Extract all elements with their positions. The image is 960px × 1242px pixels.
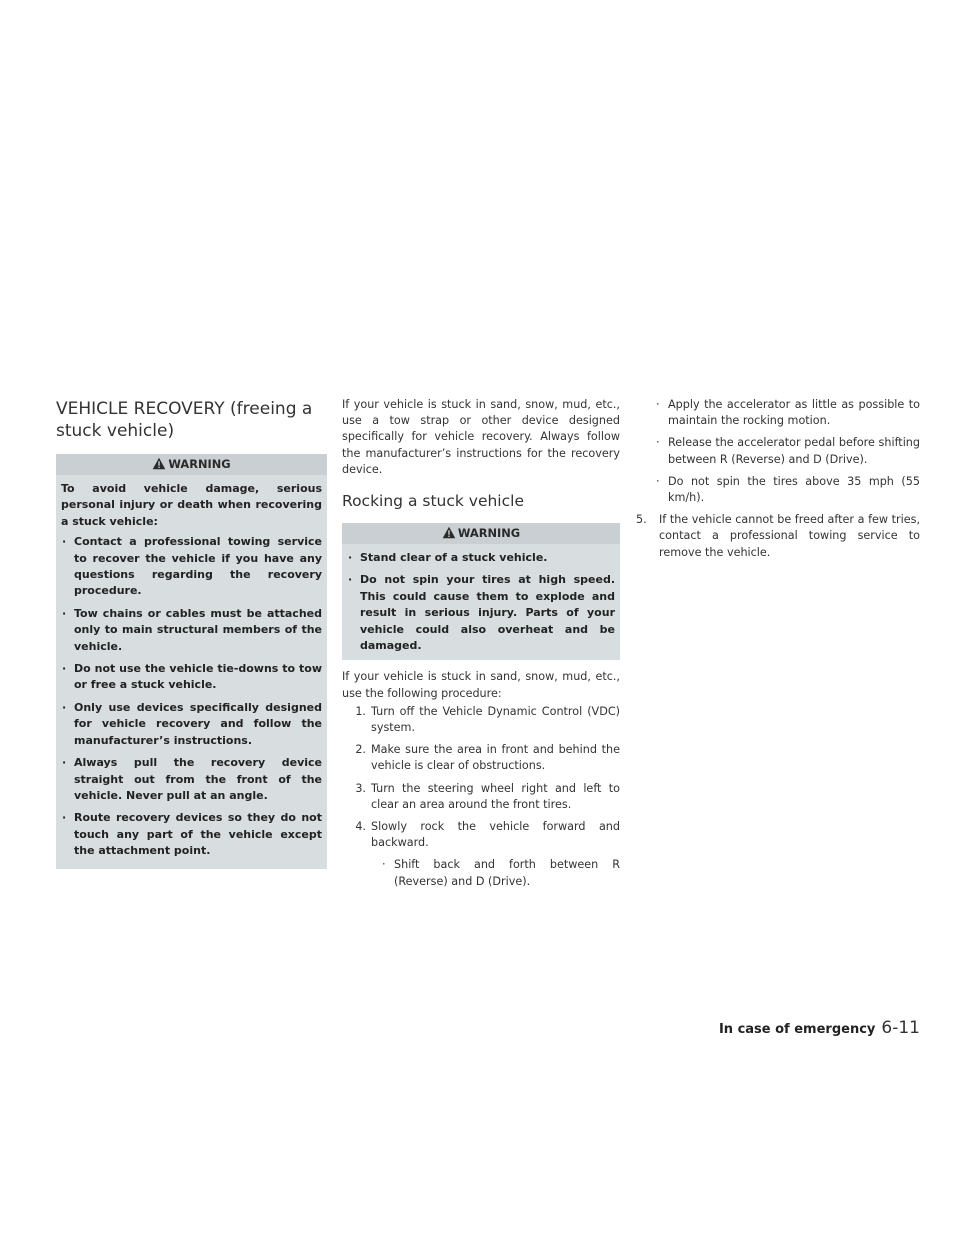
warning-item-text: Do not spin your tires at high speed. This could cause them to explode and result in serious injury. Parts of your vehicle could also overheat and be damaged. [360,573,615,653]
step-text: Make sure the area in front and behind the vehicle is clear of obstructions. [371,743,620,773]
page-number: 6-11 [881,1018,920,1038]
step-number: 2. [355,743,366,757]
page-footer [719,1018,920,1038]
bullet: · [382,858,386,872]
step-item [342,742,620,774]
substep-item [656,474,920,506]
rocking-title: Rocking a stuck vehicle [342,492,524,511]
step-text: If the vehicle cannot be freed after a few tries, contact a professional towing service to remove the vehicle. [659,513,920,559]
bullet: · [62,606,67,620]
step-number: 3. [355,781,366,795]
warning-item-text: Do not use the vehicle tie-downs to tow or free a stuck vehicle. [74,662,322,692]
warning-item [61,700,322,749]
substep-text: Apply the accelerator as little as possible to maintain the rocking motion. [668,398,920,428]
substep-item [382,857,620,889]
step-text: Slowly rock the vehicle forward and backward. [371,820,620,850]
warning-label: WARNING [457,526,521,541]
bullet: · [348,573,353,587]
bullet: · [62,535,67,549]
warning-header [342,523,620,544]
warning-item [61,810,322,859]
step-number: 5. [636,513,647,527]
step-item [342,819,620,851]
bullet: · [62,662,67,676]
step-item [342,781,620,813]
middle-column [342,397,620,896]
substep-text: Do not spin the tires above 35 mph (55 km/h). [668,474,920,505]
bullet: · [656,436,660,450]
bullet: · [348,551,353,565]
substep-text: Release the accelerator pedal before shifting between R (Reverse) and D (Drive). [668,436,920,466]
rocking-paragraph: If your vehicle is stuck in sand, snow, mud, etc., use the following procedure: [342,670,620,700]
procedure-steps [342,704,620,890]
right-column [636,397,920,567]
bullet: · [62,756,67,770]
warning-item [347,572,615,654]
warning-item-text: Always pull the recovery device straight out from the front of the vehicle. Never pull at an angle. [74,756,322,802]
recovery-warning-box [56,454,327,869]
substep-item [656,397,920,429]
left-column [56,398,327,869]
step-number: 1. [355,704,366,718]
warning-item-text: Route recovery devices so they do not touch any part of the vehicle except the attachment point. [74,811,322,858]
bullet: · [62,811,67,825]
substep-text: Shift back and forth between R (Reverse) and D (Drive). [394,858,620,888]
step-item [636,512,920,561]
step-text: Turn off the Vehicle Dynamic Control (VDC) system. [371,704,620,735]
step-number: 4. [355,820,366,834]
chapter-name: In case of emergency [718,1022,876,1037]
warning-item [61,534,322,600]
bullet: · [656,398,660,411]
warning-item-text: Stand clear of a stuck vehicle. [360,551,548,565]
rocking-warning-box [342,523,620,660]
warning-intro: To avoid vehicle damage, serious personal injury or death when recovering a stuck vehicle: [61,482,322,528]
warning-header [56,454,327,475]
warning-item-text: Contact a professional towing service to recover the vehicle if you have any questions regarding the recovery procedure. [74,535,322,598]
step-item [342,704,620,736]
section-title: VEHICLE RECOVERY (freeing a stuck vehicle) [56,399,313,441]
warning-item [347,550,615,566]
substep-item [656,435,920,467]
warning-icon [442,525,456,546]
warning-item-text: Tow chains or cables must be attached only to main structural members of the vehicle. [74,606,322,653]
bullet: · [62,700,67,714]
warning-item [61,755,322,804]
step-text: Turn the steering wheel right and left to clear an area around the front tires. [371,781,620,811]
warning-item-text: Only use devices specifically designed for vehicle recovery and follow the manufacturer’s instructions. [74,700,322,747]
warning-label: WARNING [168,457,231,471]
warning-icon [152,456,166,477]
warning-item [61,661,322,694]
bullet: · [656,474,660,488]
warning-item [61,606,322,655]
recovery-intro-paragraph: If your vehicle is stuck in sand, snow, mud, etc., use a tow strap or other device designed specifically for vehicle recovery. Always follow the manufacturer’s instructions for the recovery device. [342,398,620,476]
